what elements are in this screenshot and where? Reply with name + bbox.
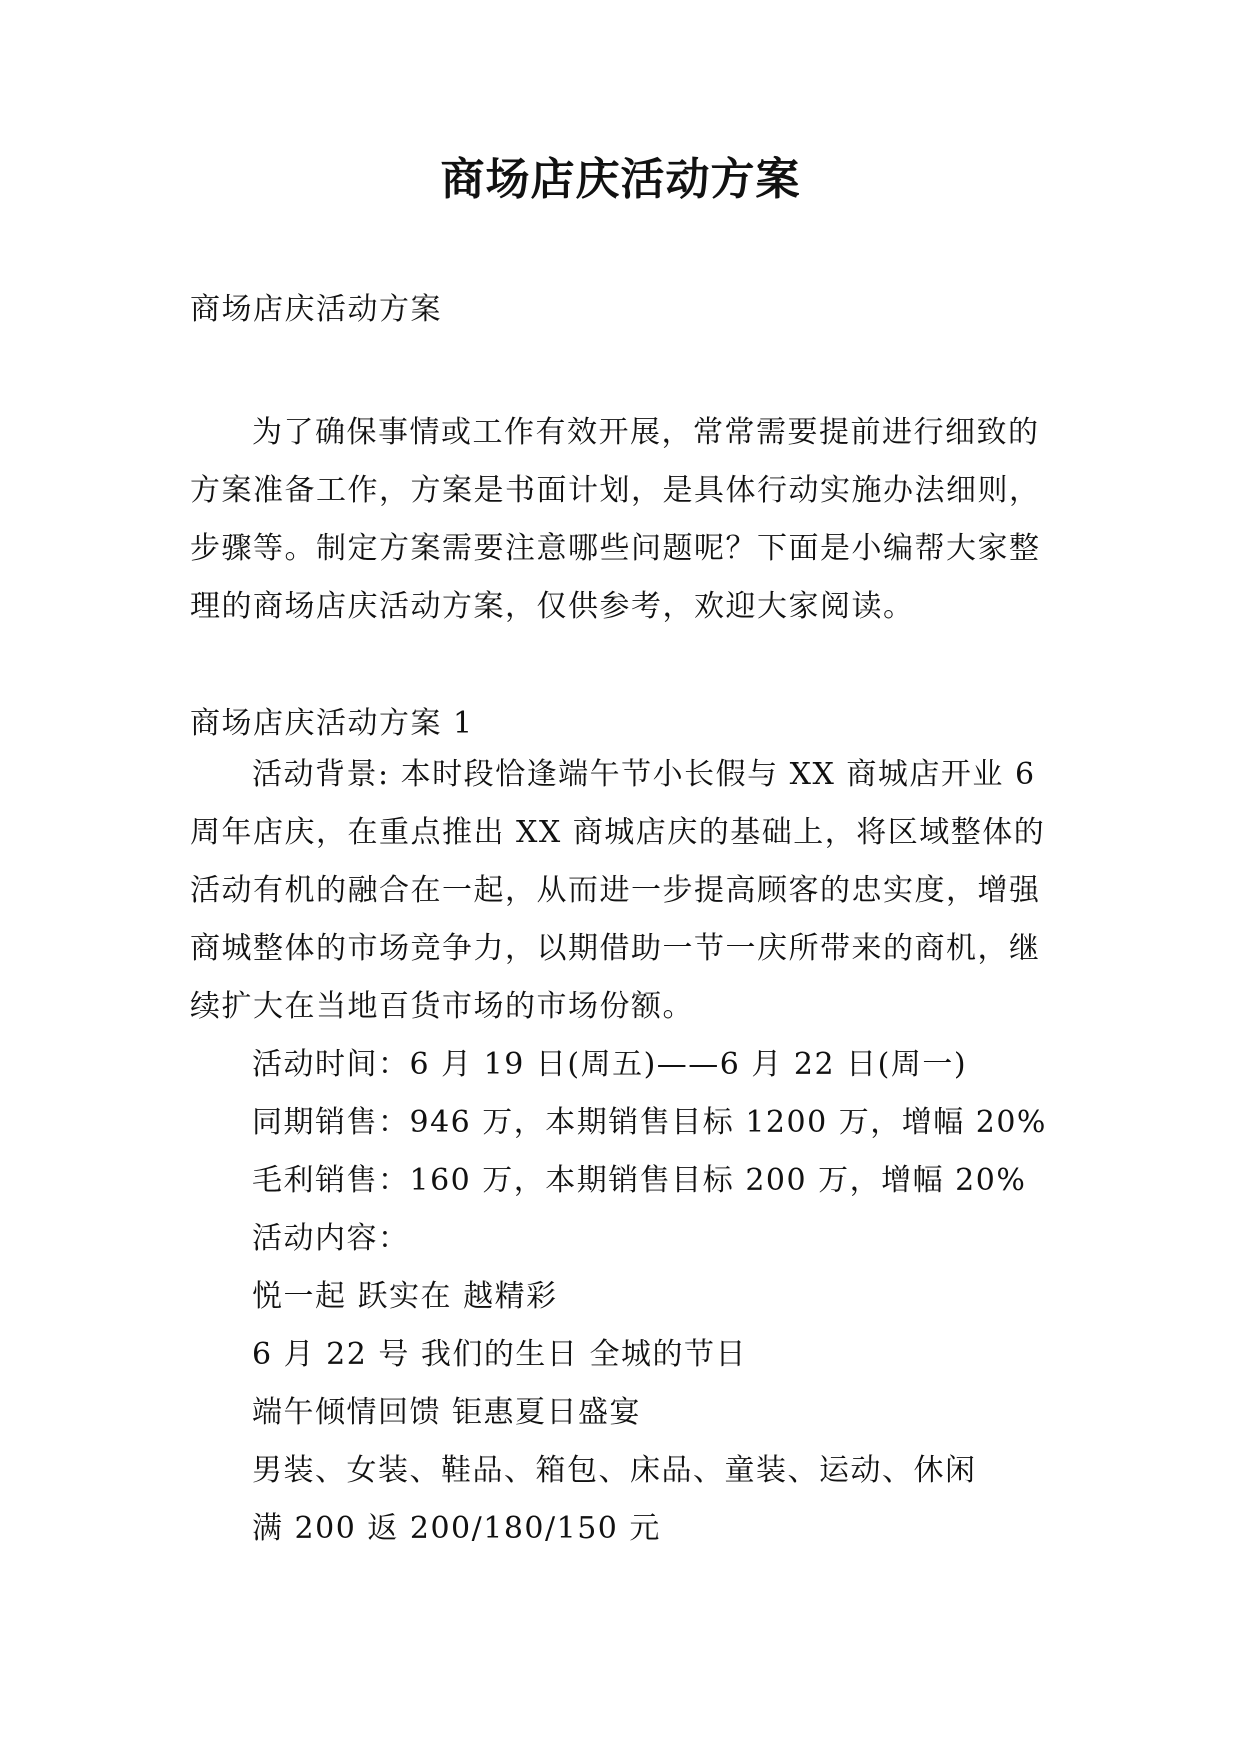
slogan-line: 悦一起 跃实在 越精彩 xyxy=(252,1279,558,1314)
document-body xyxy=(190,290,1050,1558)
gross-profit-line: 毛利销售：160 万，本期销售目标 200 万，增幅 20% xyxy=(252,1163,1027,1198)
same-period-sales-line: 同期销售：946 万，本期销售目标 1200 万，增幅 20% xyxy=(252,1105,1047,1140)
dragon-boat-line: 端午倾情回馈 钜惠夏日盛宴 xyxy=(252,1395,642,1430)
categories-line: 男装、女装、鞋品、箱包、床品、童装、运动、休闲 xyxy=(252,1453,977,1488)
intro-paragraph: 为了确保事情或工作有效开展，常常需要提前进行细致的方案准备工作，方案是书面计划，是具体行动实施办法细则，步骤等。制定方案需要注意哪些问题呢？下面是小编帮大家整理的商场店庆活动方案，仅供参考，欢迎大家阅读。 xyxy=(190,415,1041,624)
activity-content-line: 活动内容： xyxy=(252,1221,410,1256)
background-paragraph: 活动背景: 本时段恰逢端午节小长假与 XX 商城店开业 6 周年店庆，在重点推出 XX 商城店庆的基础上，将区域整体的活动有机的融合在一起，从而进一步提高顾客的忠实度，增强商城整体的市场竞争力，以期借助一节一庆所带来的商机，继续扩大在当地百货市场的市场份额。 xyxy=(190,757,1046,1024)
activity-time-line: 活动时间：6 月 19 日(周五)——6 月 22 日(周一) xyxy=(252,1047,968,1082)
document-subtitle: 商场店庆活动方案 xyxy=(190,292,442,327)
rebate-line: 满 200 返 200/180/150 元 xyxy=(252,1511,661,1546)
document-title: 商场店庆活动方案 xyxy=(440,154,801,205)
birthday-line: 6 月 22 号 我们的生日 全城的节日 xyxy=(252,1337,747,1372)
section-heading: 商场店庆活动方案 1 xyxy=(190,706,474,741)
